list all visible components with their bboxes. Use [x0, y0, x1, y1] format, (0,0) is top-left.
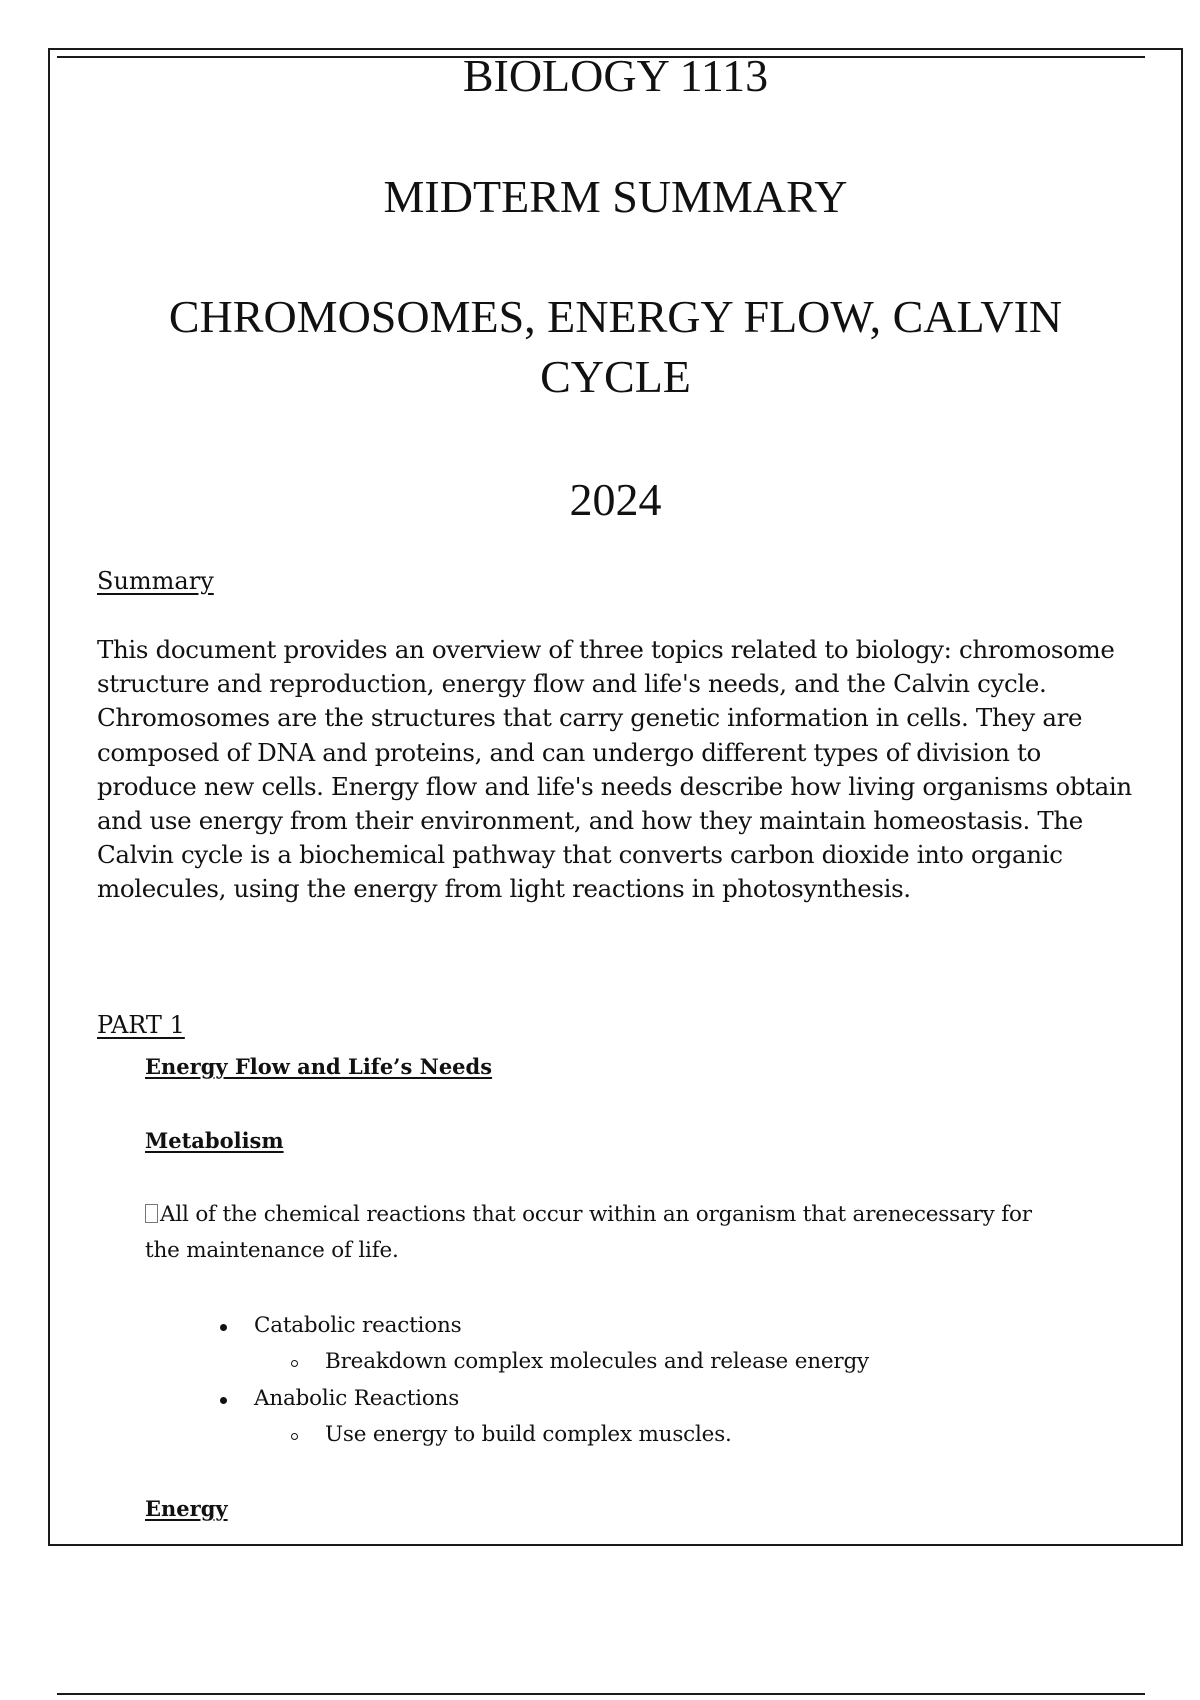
list-item: Anabolic Reactions: [254, 1386, 460, 1411]
topics-title-line-1: CHROMOSOMES, ENERGY FLOW, CALVIN: [168, 291, 1063, 342]
document-subtitle: MIDTERM SUMMARY: [383, 171, 848, 222]
energy-heading: Energy: [145, 1496, 228, 1521]
metabolism-heading: Metabolism: [145, 1128, 284, 1153]
sub-list-item: Breakdown complex molecules and release energy: [325, 1349, 869, 1374]
sub-list-item: Use energy to build complex muscles.: [325, 1422, 732, 1447]
year: 2024: [569, 474, 662, 525]
sub-bullet-icon: [291, 1433, 298, 1440]
topics-title: [48, 287, 1183, 407]
metabolism-definition-text: All of the chemical reactions that occur within an organism that arenecessary for the maintenance of life.: [145, 1202, 1032, 1263]
summary-heading: Summary: [97, 567, 214, 595]
topics-title-line-2: CYCLE: [540, 351, 691, 402]
course-title: BIOLOGY 1113: [462, 50, 769, 101]
part-1-heading: PART 1: [97, 1011, 185, 1039]
bullet-icon: [220, 1324, 227, 1331]
missing-glyph-icon: [145, 1204, 158, 1223]
metabolism-definition: [145, 1197, 1045, 1269]
sub-bullet-icon: [291, 1360, 298, 1367]
list-item: Catabolic reactions: [254, 1313, 462, 1338]
bottom-rule: [57, 1693, 1145, 1695]
summary-paragraph: This document provides an overview of three topics related to biology: chromosome structure and reproduction, energy flow and life's needs, and the Calvin cycle. Chromosomes are the structures that carry genetic information in cells. They are composed of DNA and proteins, and can undergo different types of division to produce new cells. Energy flow and life's needs describe how living organisms obtain and use energy from their environment, and how they maintain homeostasis. The Calvin cycle is a biochemical pathway that converts carbon dioxide into organic molecules, using the energy from light reactions in photosynthesis.: [97, 635, 1132, 904]
energy-flow-heading: Energy Flow and Life’s Needs: [145, 1054, 493, 1079]
bullet-icon: [220, 1397, 227, 1404]
